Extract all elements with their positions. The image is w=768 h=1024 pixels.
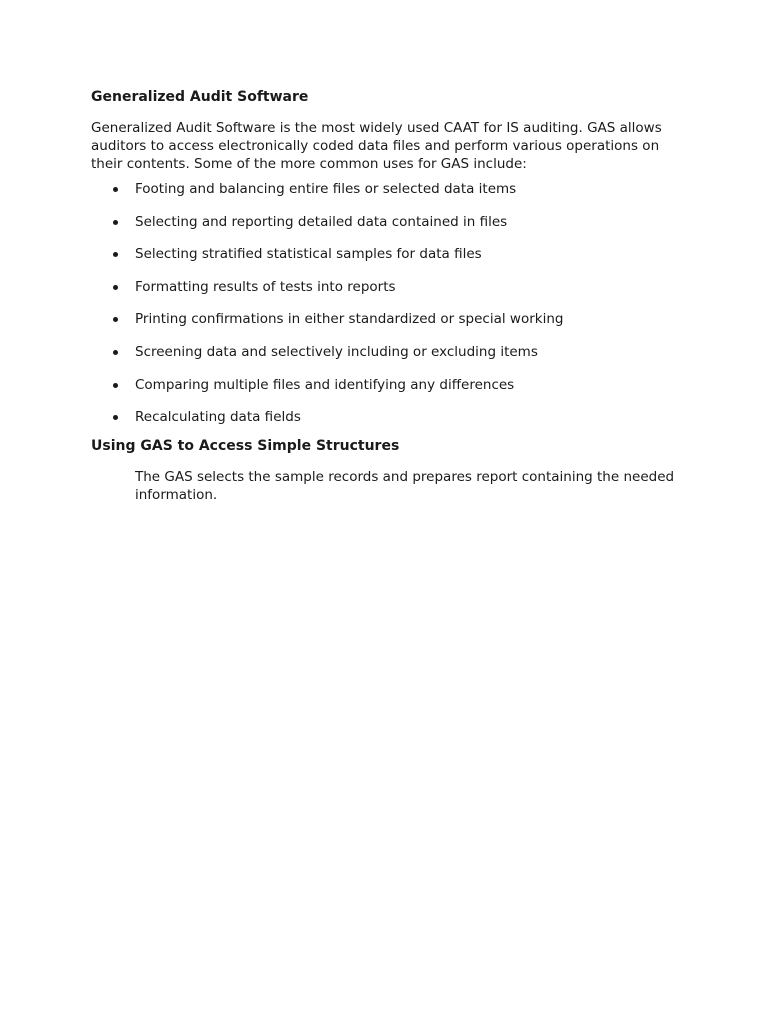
list-item-text: Formatting results of tests into reports [135, 278, 396, 295]
heading-using-gas: Using GAS to Access Simple Structures [91, 437, 400, 454]
list-item-text: Printing confirmations in either standardized or special working [135, 311, 564, 328]
list-item-text: Comparing multiple files and identifying any differences [135, 376, 515, 393]
bullet-icon [113, 415, 118, 420]
list-item [91, 376, 691, 394]
list-item-text: Selecting and reporting detailed data contained in files [135, 213, 508, 230]
list-item [91, 278, 691, 296]
gas-uses-list [91, 180, 691, 426]
list-item [91, 310, 691, 328]
bullet-icon [113, 317, 118, 322]
list-item [91, 180, 691, 198]
list-item [91, 408, 691, 426]
list-item-text: Screening data and selectively including or excluding items [135, 343, 538, 360]
bullet-icon [113, 350, 118, 355]
intro-paragraph: Generalized Audit Software is the most widely used CAAT for IS auditing. GAS allows auditors to access electronically coded data files and perform various operations on their contents. Some of the more common uses for GAS include: [91, 120, 662, 172]
list-item [91, 213, 691, 231]
bullet-icon [113, 220, 118, 225]
bullet-icon [113, 187, 118, 192]
list-item [91, 343, 691, 361]
document-content [91, 88, 691, 504]
list-item-text: Footing and balancing entire files or selected data items [135, 181, 517, 197]
list-item-text: Selecting stratified statistical samples for data files [135, 246, 482, 263]
bullet-icon [113, 285, 118, 290]
list-item [91, 245, 691, 263]
heading-generalized-audit-software: Generalized Audit Software [91, 89, 309, 105]
bullet-icon [113, 252, 118, 257]
bullet-icon [113, 383, 118, 388]
list-item-text: Recalculating data fields [135, 409, 301, 426]
structures-paragraph: The GAS selects the sample records and prepares report containing the needed information. [135, 468, 675, 503]
